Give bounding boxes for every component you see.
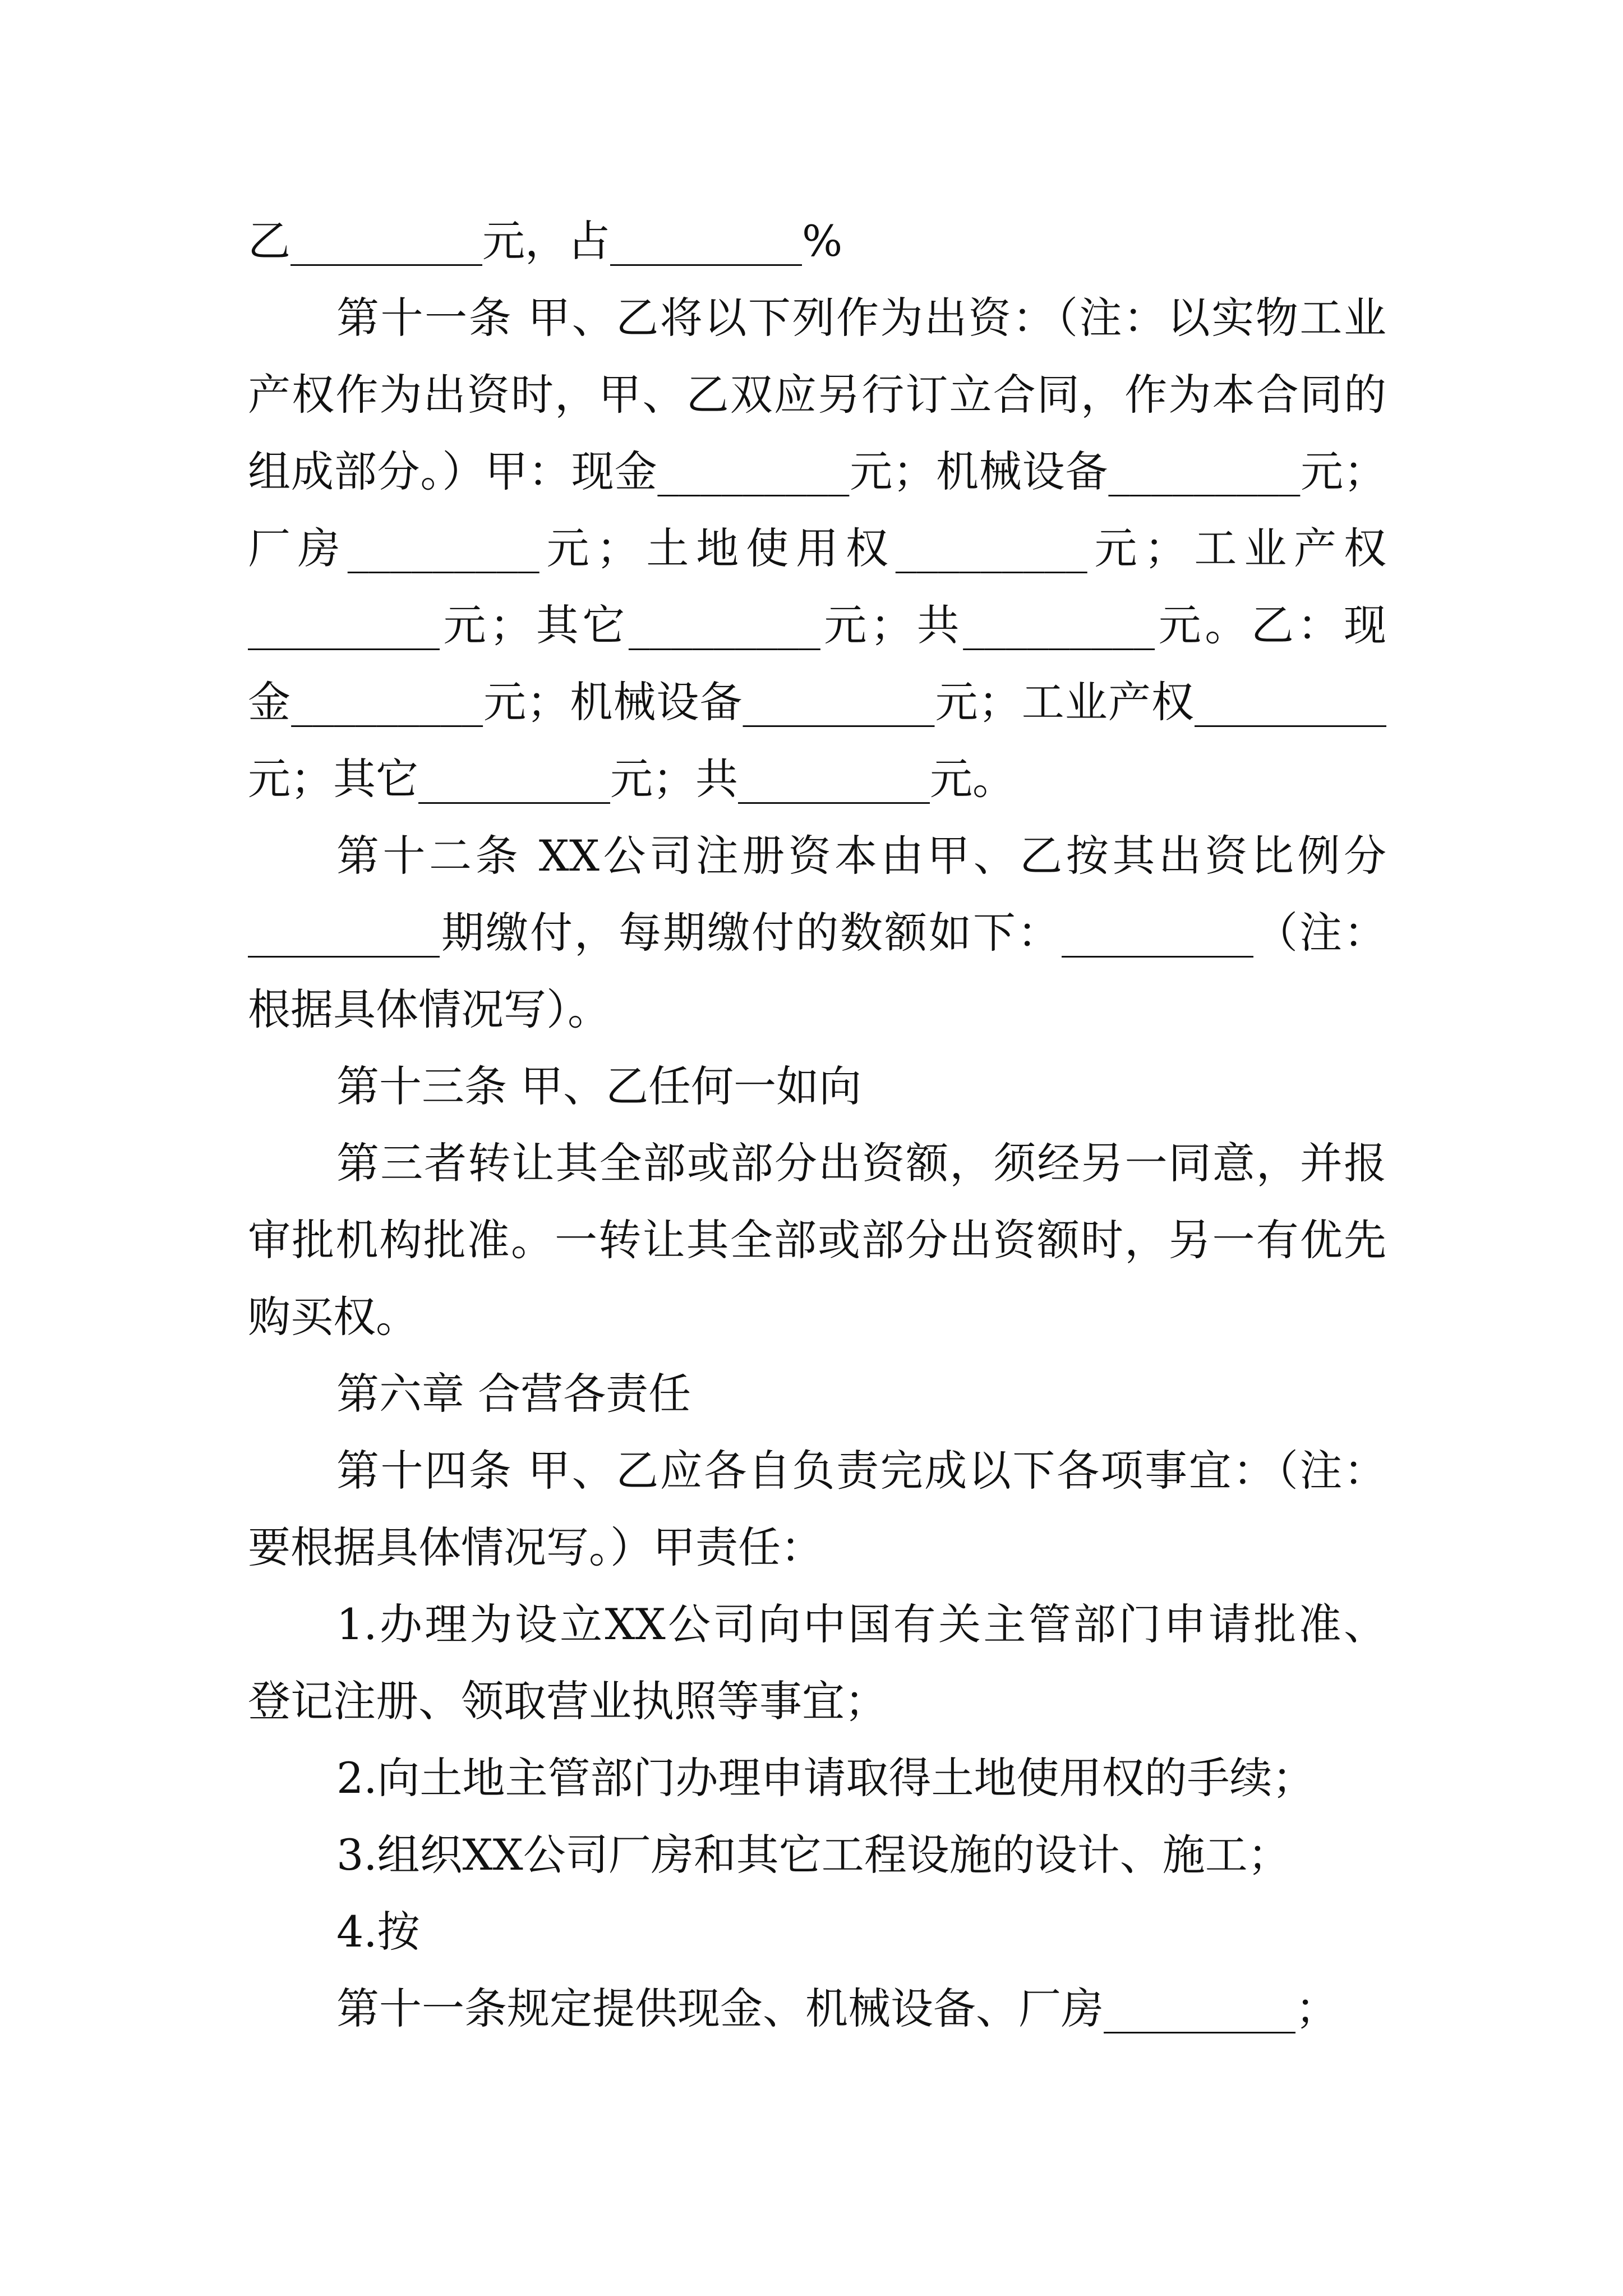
text-line: _________期缴付，每期缴付的数额如下：_________（注： xyxy=(248,908,1386,958)
text-line: 元；其它_________元；共_________元。 xyxy=(248,754,1015,804)
list-item: 3.组织XX公司厂房和其它工程设施的设计、施工； xyxy=(336,1830,1290,1880)
text-line: 第十一条 甲、乙将以下列作为出资：（注：以实物工业 xyxy=(336,293,1386,343)
text-line: 第十一条规定提供现金、机械设备、厂房_________； xyxy=(336,1984,1338,2033)
text-line: 第十三条 甲、乙任何一如向 xyxy=(336,1061,862,1111)
text-line: 产权作为出资时，甲、乙双应另行订立合同，作为本合同的 xyxy=(248,370,1386,420)
text-line: 第十二条 XX公司注册资本由甲、乙按其出资比例分 xyxy=(336,831,1386,881)
text-line: 根据具体情况写）。 xyxy=(248,984,610,1034)
text-line: 要根据具体情况写。）甲责任： xyxy=(248,1522,823,1572)
text-line: 乙_________元，占_________% xyxy=(248,216,843,266)
text-line: 组成部分。）甲：现金_________元；机械设备_________元； xyxy=(248,447,1386,496)
text-line: 金_________元；机械设备_________元；工业产权_________ xyxy=(248,677,1386,727)
text-line: 购买权。 xyxy=(248,1292,418,1342)
text-line: 厂房_________元；土地使用权_________元；工业产权 xyxy=(248,523,1386,573)
text-line: 登记注册、领取营业执照等事宜； xyxy=(248,1676,887,1726)
text-line: 第三者转让其全部或部分出资额，须经另一同意，并报 xyxy=(336,1138,1386,1188)
list-item: 1.办理为设立XX公司向中国有关主管部门申请批准、 xyxy=(336,1599,1386,1649)
text-line: 审批机构批准。一转让其全部或部分出资额时，另一有优先 xyxy=(248,1215,1386,1265)
text-line: 第十四条 甲、乙应各自负责完成以下各项事宜：（注： xyxy=(336,1446,1386,1496)
list-item: 2.向土地主管部门办理申请取得土地使用权的手续； xyxy=(336,1753,1315,1803)
text-line: _________元；其它_________元；共_________元。乙：现 xyxy=(248,600,1386,650)
list-item: 4.按 xyxy=(336,1907,420,1957)
section-heading: 第六章 合营各责任 xyxy=(336,1369,691,1419)
